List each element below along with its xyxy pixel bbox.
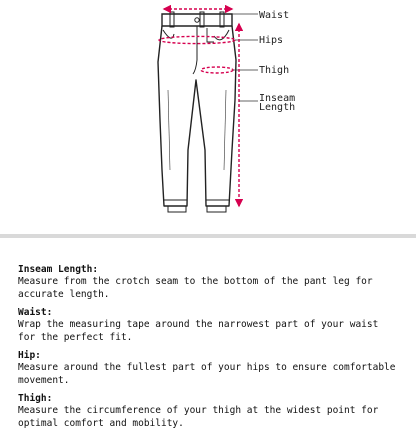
inseam-guide-item [18,264,398,301]
inseam-heading: Inseam Length: [18,264,99,275]
hip-heading: Hip: [18,350,41,361]
hip-guide-item [18,350,398,387]
waist-guide-item [18,307,398,344]
waist-description: Wrap the measuring tape around the narrowest part of your waist for the perfect fit. [18,319,379,343]
waist-heading: Waist: [18,307,53,318]
thigh-description: Measure the circumference of your thigh at the widest point for optimal comfort and mobility. [18,405,379,429]
measurement-guide [0,238,416,430]
thigh-label: Thigh [259,65,290,76]
inseam-label-line2: Length [259,102,296,113]
waistband-shape [162,14,232,26]
inseam-label-line1: Inseam [259,93,296,104]
hip-description: Measure around the fullest part of your hips to ensure comfortable movement. [18,362,396,386]
inseam-description: Measure from the crotch seam to the bottom of the pant leg for accurate length. [18,276,373,300]
waist-label: Waist [259,10,290,21]
hips-label: Hips [259,35,284,46]
thigh-heading: Thigh: [18,393,53,404]
thigh-guide-item [18,393,398,430]
